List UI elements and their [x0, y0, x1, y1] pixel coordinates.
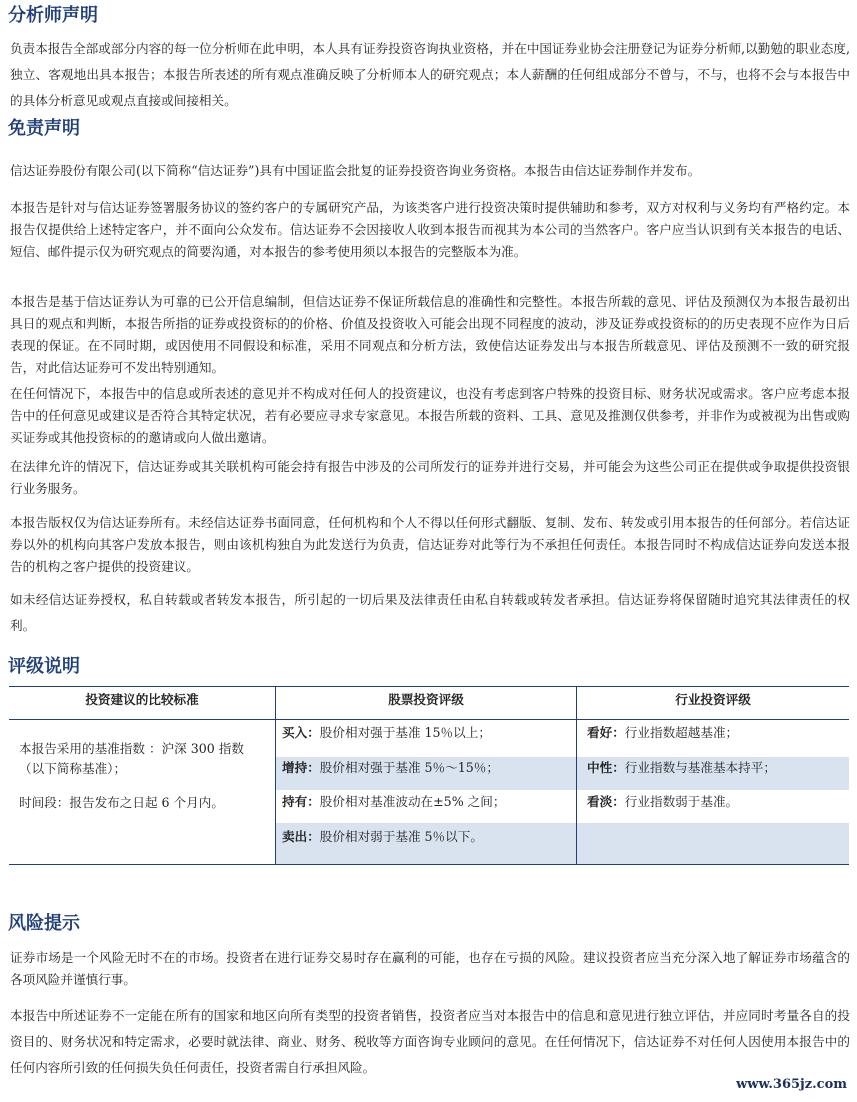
- disclaimer-paragraph-3: 本报告是基于信达证券认为可靠的已公开信息编制，但信达证券不保证所载信息的准确性和完整性。本报告所载的意见、评估及预测仅为本报告最初出具日的观点和判断，本报告所指的证券或投资标的的价格、价值及投资收入可能会出现不同程度的波动，涉及证券或投资标的的历史表现不应作为日后表现的保证。在不同时期，或因使用不同假设和标准，采用不同观点和分析方法，致使信达证券发出与本报告所载意见、评估及预测不一致的研究报告，对此信达证券可不发出特别通知。: [10, 294, 850, 375]
- stock-rating-row: [282, 827, 483, 847]
- stock-rating-row: [282, 723, 491, 743]
- rating-label: 看淡：: [587, 794, 625, 809]
- rating-description: 股价相对基准波动在±5% 之间；: [319, 794, 506, 809]
- rating-description: 股价相对弱于基准 5％以下。: [319, 829, 483, 844]
- disclaimer-paragraph-5: 在法律允许的情况下，信达证券或其关联机构可能会持有报告中涉及的公司所发行的证券并进行交易，并可能会为这些公司正在提供或争取提供投资银行业务服务。: [10, 459, 850, 496]
- rating-heading: 评级说明: [8, 656, 80, 677]
- rating-label: 增持：: [282, 760, 320, 775]
- disclaimer-heading: 免责声明: [8, 118, 80, 139]
- stock-rating-row: [282, 792, 505, 812]
- benchmark-period-text: 时间段：报告发布之日起 6 个月内。: [19, 795, 224, 810]
- rating-description: 行业指数弱于基准。: [624, 794, 739, 809]
- analyst-statement-heading: 分析师声明: [8, 5, 98, 26]
- analyst-statement-text: 负责本报告全部或部分内容的每一位分析师在此申明，本人具有证券投资咨询执业资格，并在中国证券业协会注册登记为证券分析师,以勤勉的职业态度,独立、客观地出具本报告；本报告所表述的所有观点准确反映了分析师本人的研究观点；本人薪酬的任何组成部分不曾与，不与，也将不会与本报告中的具体分析意见或观点直接或间接相关。: [10, 41, 850, 108]
- rating-label: 中性：: [587, 760, 625, 775]
- disclaimer-paragraph-4: 在任何情况下，本报告中的信息或所表述的意见并不构成对任何人的投资建议，也没有考虑到客户特殊的投资目标、财务状况或需求。客户应考虑本报告中的任何意见或建议是否符合其特定状况，若有必要应寻求专家意见。本报告所载的资料、工具、意见及推测仅供参考，并非作为或被视为出售或购买证券或其他投资标的的邀请或向人做出邀请。: [10, 386, 850, 445]
- rating-label: 看好：: [587, 725, 625, 740]
- industry-rating-row: [587, 792, 738, 812]
- footer-watermark-url: www.365jz.com: [736, 1077, 847, 1092]
- rating-description: 行业指数与基准基本持平；: [624, 760, 776, 775]
- table-header-rule: [9, 719, 849, 720]
- rating-label: 持有：: [282, 794, 320, 809]
- stock-rating-row: [282, 758, 499, 778]
- rating-description: 行业指数超越基准；: [624, 725, 739, 740]
- rating-description: 股价相对强于基准 5％～15％；: [319, 760, 499, 775]
- disclaimer-paragraph-1: 信达证券股份有限公司(以下简称“信达证券”)具有中国证监会批复的证券投资咨询业务资格。本报告由信达证券制作并发布。: [10, 163, 701, 178]
- risk-paragraph-2: 本报告中所述证券不一定能在所有的国家和地区向所有类型的投资者销售，投资者应当对本报告中的信息和意见进行独立评估，并应同时考量各自的投资目的、财务状况和特定需求，必要时就法律、商业、财务、税收等方面咨询专业顾问的意见。在任何情况下，信达证券不对任何人因使用本报告中的任何内容所引致的任何损失负任何责任，投资者需自行承担风险。: [10, 1008, 850, 1075]
- benchmark-index-text: 本报告采用的基准指数 ：沪深 300 指数（以下简称基准）；: [19, 741, 244, 776]
- rating-description: 股价相对强于基准 15％以上；: [319, 725, 491, 740]
- table-bottom-rule: [9, 864, 849, 865]
- rating-label: 卖出：: [282, 829, 320, 844]
- rating-label: 买入：: [282, 725, 320, 740]
- risk-paragraph-1: 证券市场是一个风险无时不在的市场。投资者在进行证券交易时存在赢利的可能，也存在亏损的风险。建议投资者应当充分深入地了解证券市场蕴含的各项风险并谨慎行事。: [10, 950, 850, 987]
- disclaimer-paragraph-6: 本报告版权仅为信达证券所有。未经信达证券书面同意，任何机构和个人不得以任何形式翻版、复制、发布、转发或引用本报告的任何部分。若信达证券以外的机构向其客户发放本报告，则由该机构独自为此发送行为负责，信达证券对此等行为不承担任何责任。本报告同时不构成信达证券向发送本报告的机构之客户提供的投资建议。: [10, 515, 850, 574]
- column-header-industry-rating: 行业投资评级: [675, 692, 751, 707]
- industry-rating-row: [587, 723, 738, 743]
- risk-heading: 风险提示: [8, 913, 80, 934]
- disclaimer-paragraph-7: 如未经信达证券授权，私自转载或者转发本报告，所引起的一切后果及法律责任由私自转载或转发者承担。信达证券将保留随时追究其法律责任的权利。: [10, 592, 850, 633]
- column-header-stock-rating: 股票投资评级: [388, 692, 464, 707]
- disclaimer-paragraph-2: 本报告是针对与信达证券签署服务协议的签约客户的专属研究产品，为该类客户进行投资决策时提供辅助和参考，双方对权利与义务均有严格约定。本报告仅提供给上述特定客户，并不面向公众发布。信达证券不会因接收人收到本报告而视其为本公司的当然客户。客户应当认识到有关本报告的电话、短信、邮件提示仅为研究观点的简要沟通，对本报告的参考使用须以本报告的完整版本为准。: [10, 200, 850, 259]
- column-header-benchmark: 投资建议的比较标准: [85, 692, 199, 707]
- rating-table: [9, 686, 849, 865]
- industry-rating-row: [587, 758, 776, 778]
